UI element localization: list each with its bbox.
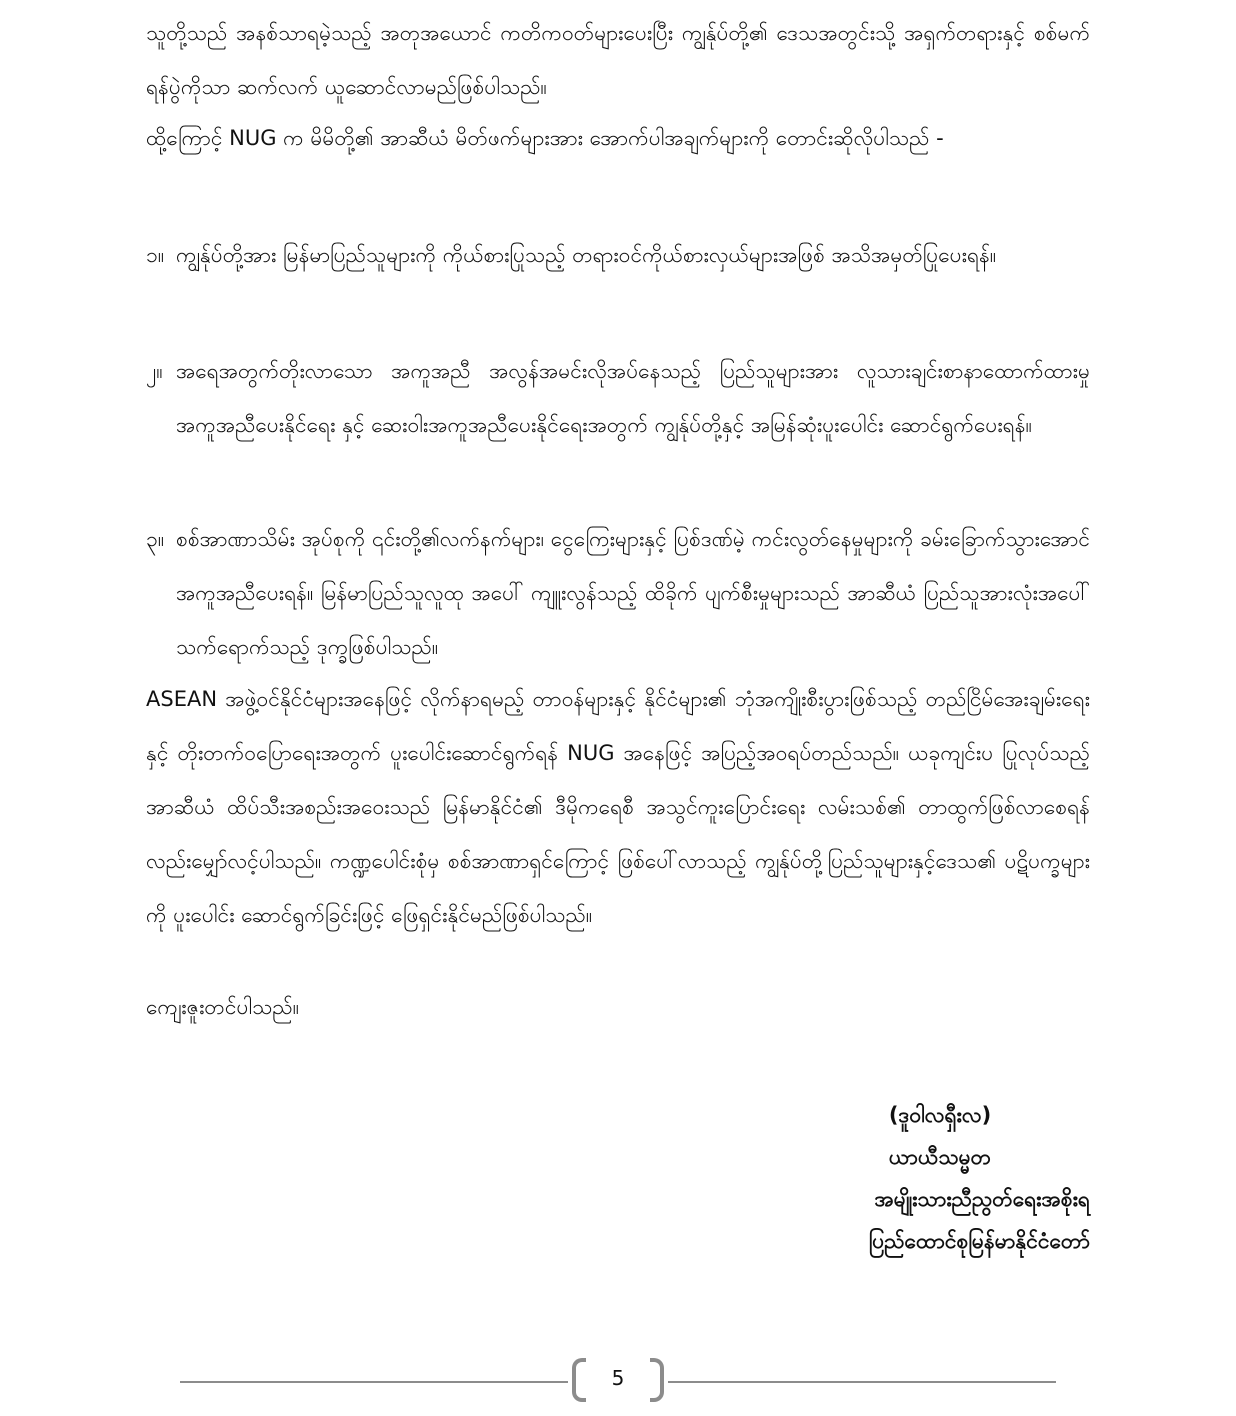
- footer-bracket-left: [572, 1358, 586, 1402]
- list-item: [146, 228, 1090, 282]
- paragraph-closing: ASEAN အဖွဲ့ဝင်နိုင်ငံများအနေဖြင့် လိုက်နာရမည့် တာဝန်များနှင့် နိုင်ငံများ၏ ဘုံအကျိုးစီးပွားဖြစ်သည့် တည်ငြိမ်အေးချမ်းရေးနှင့် တိုးတက်ဝပြောရေးအတွက် ပူးပေါင်းဆောင်ရွက်ရန် NUG အနေဖြင့် အပြည့်အဝရပ်တည်သည်။ ယခုကျင်းပ ပြုလုပ်သည့် အာဆီယံ ထိပ်သီးအစည်းအဝေးသည် မြန်မာနိုင်ငံ၏ ဒီမိုကရေစီ အသွင်ကူးပြောင်းရေး လမ်းသစ်၏ တာထွက်ဖြစ်လာစေရန်လည်းမျှော်လင့်ပါသည်။ ကဏ္ဍပေါင်းစုံမှ စစ်အာဏာရှင်ကြောင့် ဖြစ်ပေါ်လာသည့် ကျွန်ုပ်တို့ပြည်သူများနှင့်ဒေသ၏ ပဋိပက္ခများကို ပူးပေါင်း ဆောင်ရွက်ခြင်းဖြင့် ဖြေရှင်းနိုင်မည်ဖြစ်ပါသည်။: [146, 687, 1090, 927]
- list-item-number: ၃။: [146, 527, 165, 551]
- list-item: [146, 344, 1090, 452]
- thanks-line: ကျေးဇူးတင်ပါသည်။: [146, 995, 300, 1019]
- list-item-number: ၂။: [146, 359, 163, 383]
- list-item: [146, 512, 1090, 674]
- signature-title: ယာယီသမ္မတ: [888, 1145, 992, 1169]
- footer-rule-right: [668, 1381, 1056, 1383]
- footer-rule-left: [180, 1381, 568, 1383]
- page-number: 5: [611, 1366, 625, 1390]
- signature-name: (ဒူဝါလရှီးလ): [888, 1103, 992, 1127]
- paragraph-request-lead: ထို့ကြောင့် NUG က မိမိတို့၏ အာဆီယံ မိတ်ဖက်များအား အောက်ပါအချက်များကို တောင်းဆိုလိုပါသည် -: [146, 126, 944, 150]
- footer-bracket-right: [650, 1358, 664, 1402]
- list-item-text: အရေအတွက်တိုးလာသော အကူအညီ အလွန်အမင်းလိုအပ်နေသည့် ပြည်သူများအား လူသားချင်းစာနာထောက်ထားမှု အကူအညီပေးနိုင်ရေး နှင့် ဆေးဝါးအကူအညီပေးနိုင်ရေးအတွက် ကျွန်ုပ်တို့နှင့် အမြန်ဆုံးပူးပေါင်း ဆောင်ရွက်ပေးရန်။: [176, 359, 1090, 437]
- signature-block: [690, 1094, 1090, 1262]
- list-item-text: စစ်အာဏာသိမ်း အုပ်စုကို ၎င်းတို့၏လက်နက်များ၊ ငွေကြေးများနှင့် ပြစ်ဒဏ်မဲ့ ကင်းလွတ်နေမှုများကို ခမ်းခြောက်သွားအောင် အကူအညီပေးရန်။ မြန်မာပြည်သူလူထု အပေါ် ကျူးလွန်သည့် ထိခိုက် ပျက်စီးမှုများသည် အာဆီယံ ပြည်သူအားလုံးအပေါ် သက်ရောက်သည့် ဒုက္ခဖြစ်ပါသည်။: [176, 527, 1090, 659]
- signature-organization: အမျိုးသားညီညွတ်ရေးအစိုးရ: [874, 1187, 1090, 1211]
- paragraph-intro: သူတို့သည် အနစ်သာရမဲ့သည့် အတုအယောင် ကတိကဝတ်များပေးပြီး ကျွန်ုပ်တို့၏ ဒေသအတွင်းသို့ အရှက်တရားနှင့် စစ်မက်ရန်ပွဲကိုသာ ဆက်လက် ယူဆောင်လာမည်ဖြစ်ပါသည်။: [146, 21, 1090, 99]
- list-item-number: ၁။: [146, 243, 165, 267]
- signature-country: ပြည်ထောင်စုမြန်မာနိုင်ငံတော်: [868, 1229, 1090, 1253]
- list-item-text: ကျွန်ုပ်တို့အား မြန်မာပြည်သူများကို ကိုယ်စားပြုသည့် တရားဝင်ကိုယ်စားလှယ်များအဖြစ် အသိအမှတ်ပြုပေးရန်။: [176, 243, 997, 267]
